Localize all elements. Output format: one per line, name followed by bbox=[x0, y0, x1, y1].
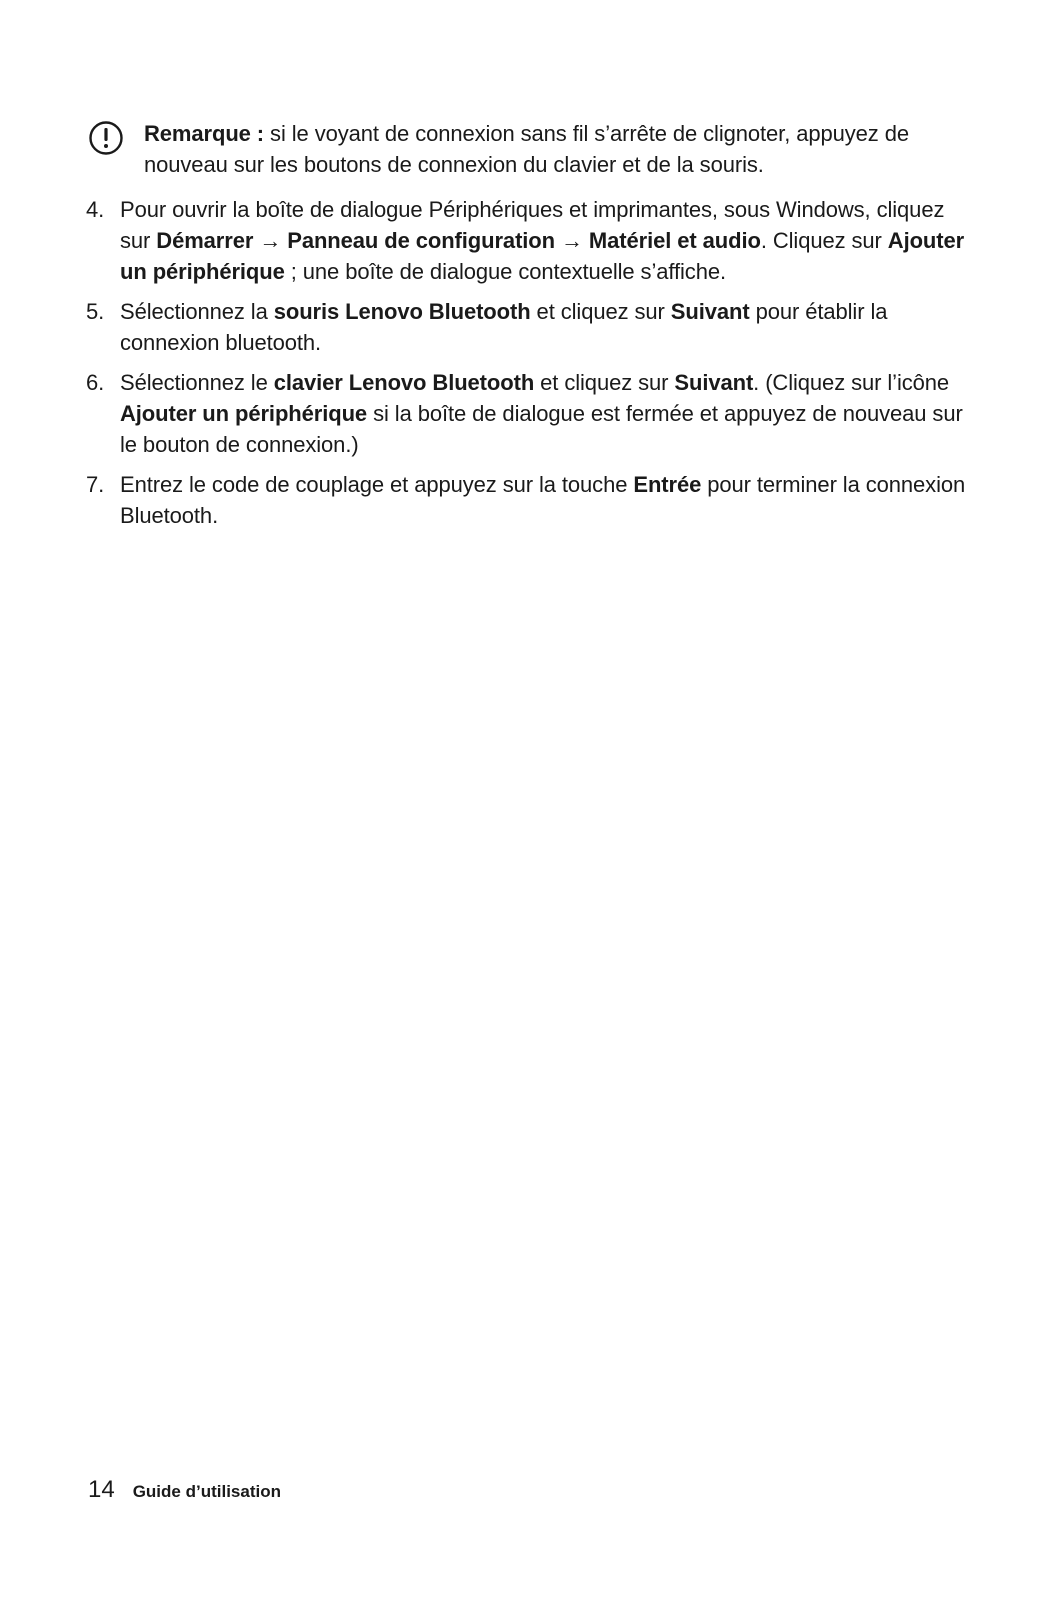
list-item bbox=[86, 296, 966, 358]
step-text: . (Cliquez sur l’icône bbox=[753, 370, 950, 395]
step-bold: Ajouter un périphérique bbox=[120, 228, 965, 284]
step-text: . Cliquez sur bbox=[760, 228, 888, 253]
step-text: Pour ouvrir la boîte de dialogue Périphériques et imprimantes, sous Windows, cliquez sur bbox=[120, 197, 945, 253]
note-block bbox=[88, 118, 948, 180]
step-number: 6. bbox=[86, 370, 105, 395]
step-bold: Démarrer → Panneau de configuration → Matériel et audio bbox=[156, 228, 761, 253]
step-text: pour établir la connexion bluetooth. bbox=[120, 299, 888, 355]
step-text: Sélectionnez la bbox=[120, 299, 274, 324]
step-number: 4. bbox=[86, 197, 105, 222]
step-text: Sélectionnez le bbox=[120, 370, 274, 395]
step-bold: Ajouter un périphérique bbox=[120, 401, 368, 426]
list-item bbox=[86, 367, 966, 460]
step-text: Entrez le code de couplage et appuyez sur la touche bbox=[120, 472, 634, 497]
note-text bbox=[144, 118, 948, 180]
page-number: 14 bbox=[88, 1476, 115, 1503]
step-text: si la boîte de dialogue est fermée et appuyez de nouveau sur le bouton de connexion.) bbox=[120, 401, 963, 457]
step-bold: souris Lenovo Bluetooth bbox=[273, 299, 531, 324]
step-bold: Suivant bbox=[674, 370, 754, 395]
step-number: 7. bbox=[86, 472, 105, 497]
step-text: ; une boîte de dialogue contextuelle s’affiche. bbox=[284, 259, 726, 284]
footer-title: Guide d’utilisation bbox=[132, 1482, 281, 1501]
note-label: Remarque : bbox=[144, 121, 265, 146]
step-text: et cliquez sur bbox=[530, 299, 671, 324]
step-number: 5. bbox=[86, 299, 105, 324]
list-item bbox=[86, 194, 966, 287]
list-item bbox=[86, 469, 966, 531]
step-text: pour terminer la connexion Bluetooth. bbox=[120, 472, 966, 528]
note-body: si le voyant de connexion sans fil s’arrête de clignoter, appuyez de nouveau sur les boutons de connexion du clavier et de la souris. bbox=[144, 121, 909, 177]
exclamation-circle-icon bbox=[88, 120, 124, 156]
step-bold: Entrée bbox=[633, 472, 702, 497]
steps-list bbox=[86, 194, 966, 540]
step-text: et cliquez sur bbox=[534, 370, 675, 395]
page-footer bbox=[88, 1476, 281, 1504]
step-bold: clavier Lenovo Bluetooth bbox=[273, 370, 535, 395]
step-bold: Suivant bbox=[670, 299, 750, 324]
